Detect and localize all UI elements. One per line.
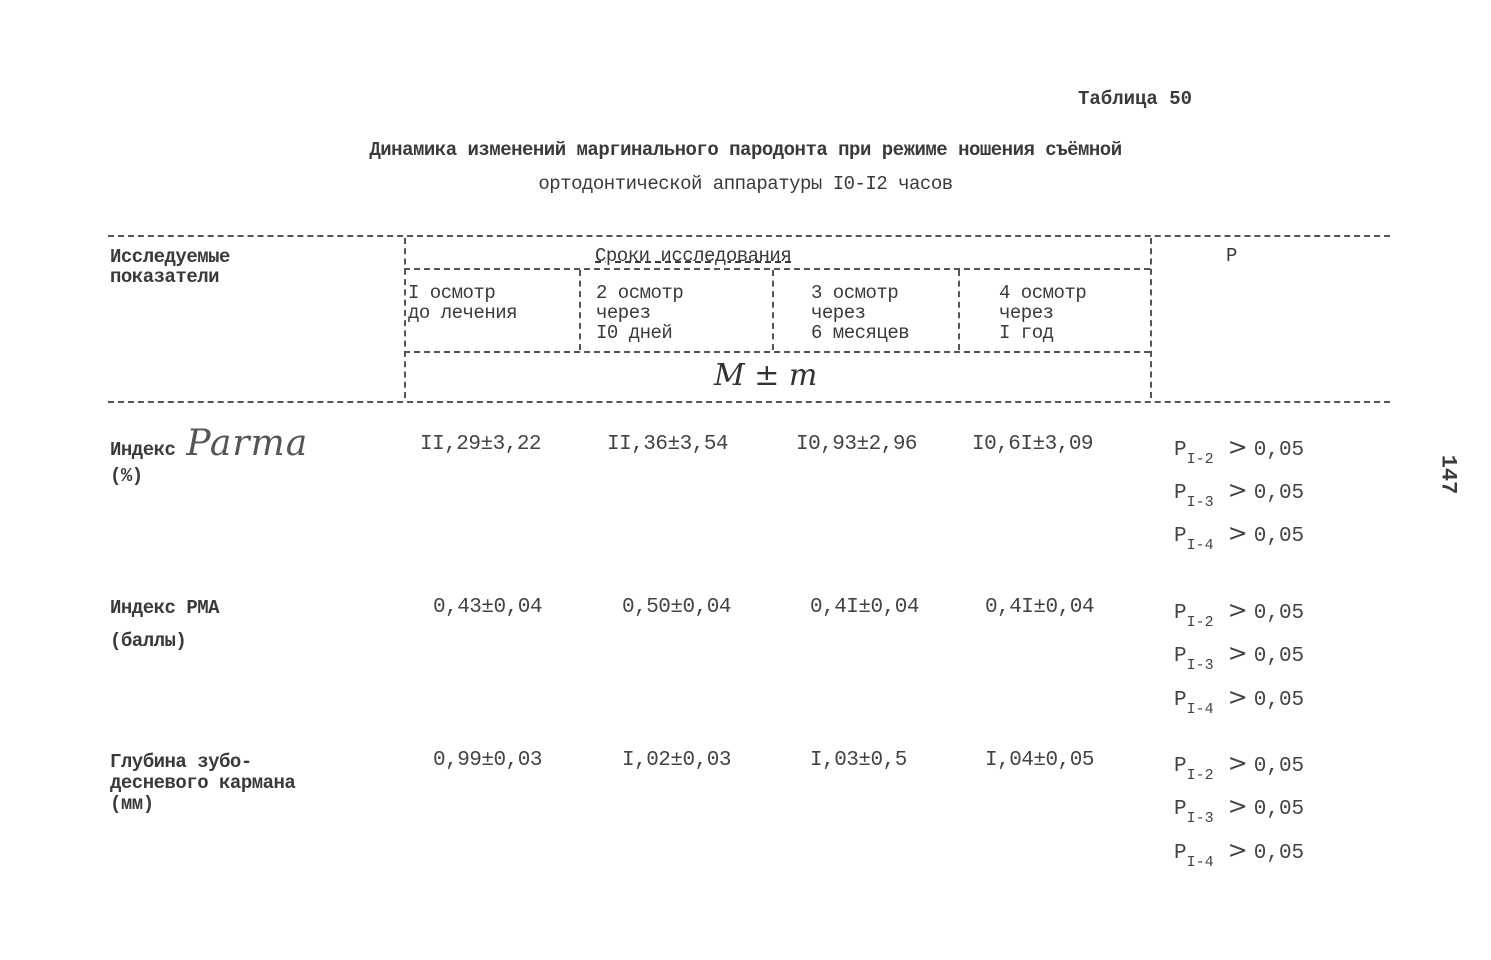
col-divider-right [1150, 238, 1152, 398]
title-line-2: ортодонтической аппаратуры I0-I2 часов [538, 173, 953, 195]
row-2-unit: (баллы) [110, 630, 187, 652]
page-number: 147 [1435, 454, 1461, 495]
col-divider-3 [958, 270, 960, 350]
row-2-value-3: 0,4I±0,04 [810, 596, 919, 619]
header-indicators [110, 247, 230, 287]
row-3-value-1: 0,99±0,03 [433, 749, 542, 772]
terms-under-rule [404, 268, 1150, 270]
header-terms: Сроки исследования [595, 245, 792, 267]
col-divider-1 [579, 270, 581, 350]
row-3-label-line3: (мм) [110, 793, 154, 815]
header-col-2 [596, 283, 683, 343]
header-col-1-line1: I осмотр [408, 282, 496, 304]
row-3-value-4: I,04±0,05 [985, 749, 1094, 772]
row-1-value-1: II,29±3,22 [420, 433, 542, 456]
header-col-3-line3: 6 месяцев [811, 322, 910, 344]
row-3-label [110, 752, 295, 815]
row-1-unit: (%) [110, 465, 143, 487]
col-divider-left [404, 238, 406, 398]
header-col-4-line1: 4 осмотр [999, 282, 1087, 304]
row-3-value-2: I,02±0,03 [622, 749, 731, 772]
header-col-1 [408, 283, 517, 323]
header-indicators-line1: Исследуемые [110, 246, 230, 268]
header-col-4-line2: через [999, 302, 1054, 324]
header-col-3-line1: 3 осмотр [811, 282, 899, 304]
row-2-p-2: $P_{I-3} > 0,05$ [1174, 639, 1305, 674]
table-number: Таблица 50 [1078, 88, 1193, 110]
row-3-label-line1: Глубина зубо- [110, 751, 252, 773]
header-col-3-line2: через [811, 302, 866, 324]
row-2-p-1: $P_{I-2} > 0,05$ [1174, 596, 1305, 631]
table-top-rule [108, 235, 1390, 237]
row-3-p-3: $P_{I-4} > 0,05$ [1174, 836, 1305, 871]
row-1-value-3: I0,93±2,96 [796, 433, 918, 456]
columns-under-rule [404, 351, 1150, 353]
row-3-value-3: I,03±0,5 [810, 749, 907, 772]
header-col-1-line2: до лечения [408, 302, 518, 324]
table-title [0, 133, 1491, 201]
header-indicators-line2: показатели [110, 266, 220, 288]
row-2-value-4: 0,4I±0,04 [985, 596, 1094, 619]
row-3-p-1: $P_{I-2} > 0,05$ [1174, 749, 1305, 784]
row-1-p-3: $P_{I-4} > 0,05$ [1174, 519, 1305, 554]
header-col-4 [999, 283, 1086, 343]
header-col-2-line2: через [596, 302, 651, 324]
row-1-p-2: $P_{I-3} > 0,05$ [1174, 476, 1305, 511]
row-1-label-prefix: Индекс [110, 439, 176, 461]
header-col-2-line1: 2 осмотр [596, 282, 684, 304]
row-1-label-handwritten: Parma [186, 423, 309, 464]
header-p: P [1226, 245, 1237, 267]
row-3-p-2: $P_{I-3} > 0,05$ [1174, 792, 1305, 827]
row-1-value-4: I0,6I±3,09 [972, 433, 1094, 456]
header-col-2-line3: I0 дней [596, 322, 673, 344]
header-col-3 [811, 283, 909, 343]
col-divider-2 [772, 270, 774, 350]
header-mean-sd: M ± m [714, 358, 818, 393]
header-col-4-line3: I год [999, 322, 1054, 344]
row-2-label: Индекс PMA [110, 597, 220, 619]
header-bottom-rule [108, 401, 1390, 403]
row-2-value-2: 0,50±0,04 [622, 596, 731, 619]
row-3-label-line2: десневого кармана [110, 772, 296, 794]
title-line-1: Динамика изменений маргинального пародонта при режиме ношения съёмной [369, 139, 1122, 161]
row-1-label [110, 423, 309, 464]
row-2-value-1: 0,43±0,04 [433, 596, 542, 619]
row-2-p-3: $P_{I-4} > 0,05$ [1174, 683, 1305, 718]
row-1-value-2: II,36±3,54 [607, 433, 729, 456]
row-1-p-1: $P_{I-2} > 0,05$ [1174, 433, 1305, 468]
